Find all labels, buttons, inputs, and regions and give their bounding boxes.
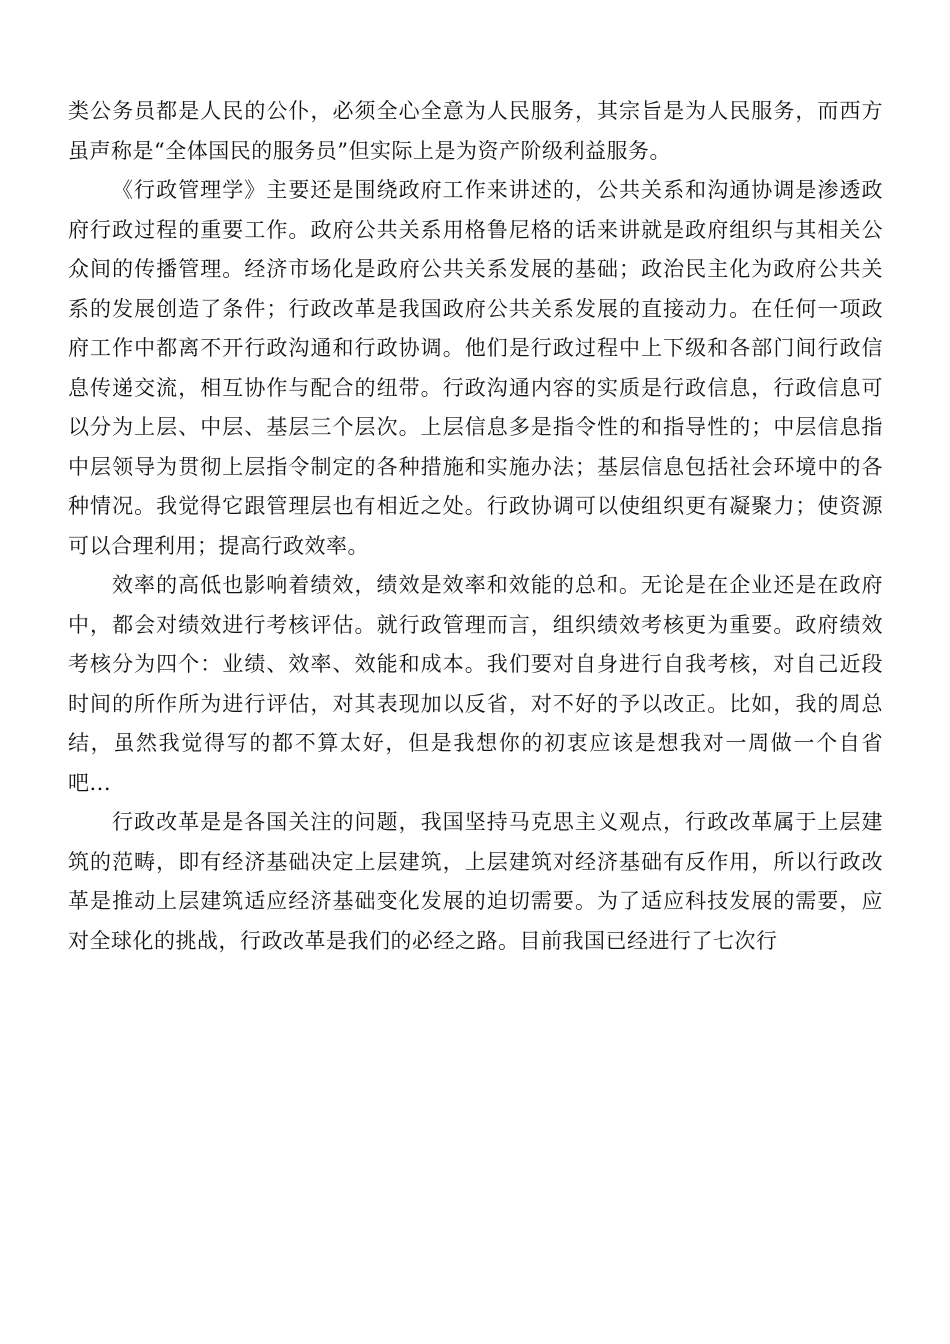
paragraph-continuation: 类公务员都是人民的公仆，必须全心全意为人民服务，其宗旨是为人民服务，而西方虽声称是“全体国民的服务员”但实际上是为资产阶级利益服务。 [68, 99, 883, 163]
document-body [68, 92, 883, 961]
paragraph-public-relations: 《行政管理学》主要还是围绕政府工作来讲述的，公共关系和沟通协调是渗透政府行政过程的重要工作。政府公共关系用格鲁尼格的话来讲就是政府组织与其相关公众间的传播管理。经济市场化是政府公共关系发展的基础；政治民主化为政府公共关系的发展创造了条件；行政改革是我国政府公共关系发展的直接动力。在任何一项政府工作中都离不开行政沟通和行政协调。他们是行政过程中上下级和各部门间行政信息传递交流，相互协作与配合的纽带。行政沟通内容的实质是行政信息，行政信息可以分为上层、中层、基层三个层次。上层信息多是指令性的和指导性的；中层信息指中层领导为贯彻上层指令制定的各种措施和实施办法；基层信息包括社会环境中的各种情况。我觉得它跟管理层也有相近之处。行政协调可以使组织更有凝聚力；使资源可以合理利用；提高行政效率。 [68, 178, 883, 558]
paragraph-administrative-reform: 行政改革是是各国关注的问题，我国坚持马克思主义观点，行政改革属于上层建筑的范畴，即有经济基础决定上层建筑，上层建筑对经济基础有反作用，所以行政改革是推动上层建筑适应经济基础变化发展的迫切需要。为了适应科技发展的需要，应对全球化的挑战，行政改革是我们的必经之路。目前我国已经进行了七次行 [68, 810, 883, 953]
paragraph-performance: 效率的高低也影响着绩效，绩效是效率和效能的总和。无论是在企业还是在政府中，都会对绩效进行考核评估。就行政管理而言，组织绩效考核更为重要。政府绩效考核分为四个：业绩、效率、效能和成本。我们要对自身进行自我考核，对自己近段时间的所作所为进行评估，对其表现加以反省，对不好的予以改正。比如，我的周总结，虽然我觉得写的都不算太好，但是我想你的初衷应该是想我对一周做一个自省吧... [68, 573, 883, 795]
